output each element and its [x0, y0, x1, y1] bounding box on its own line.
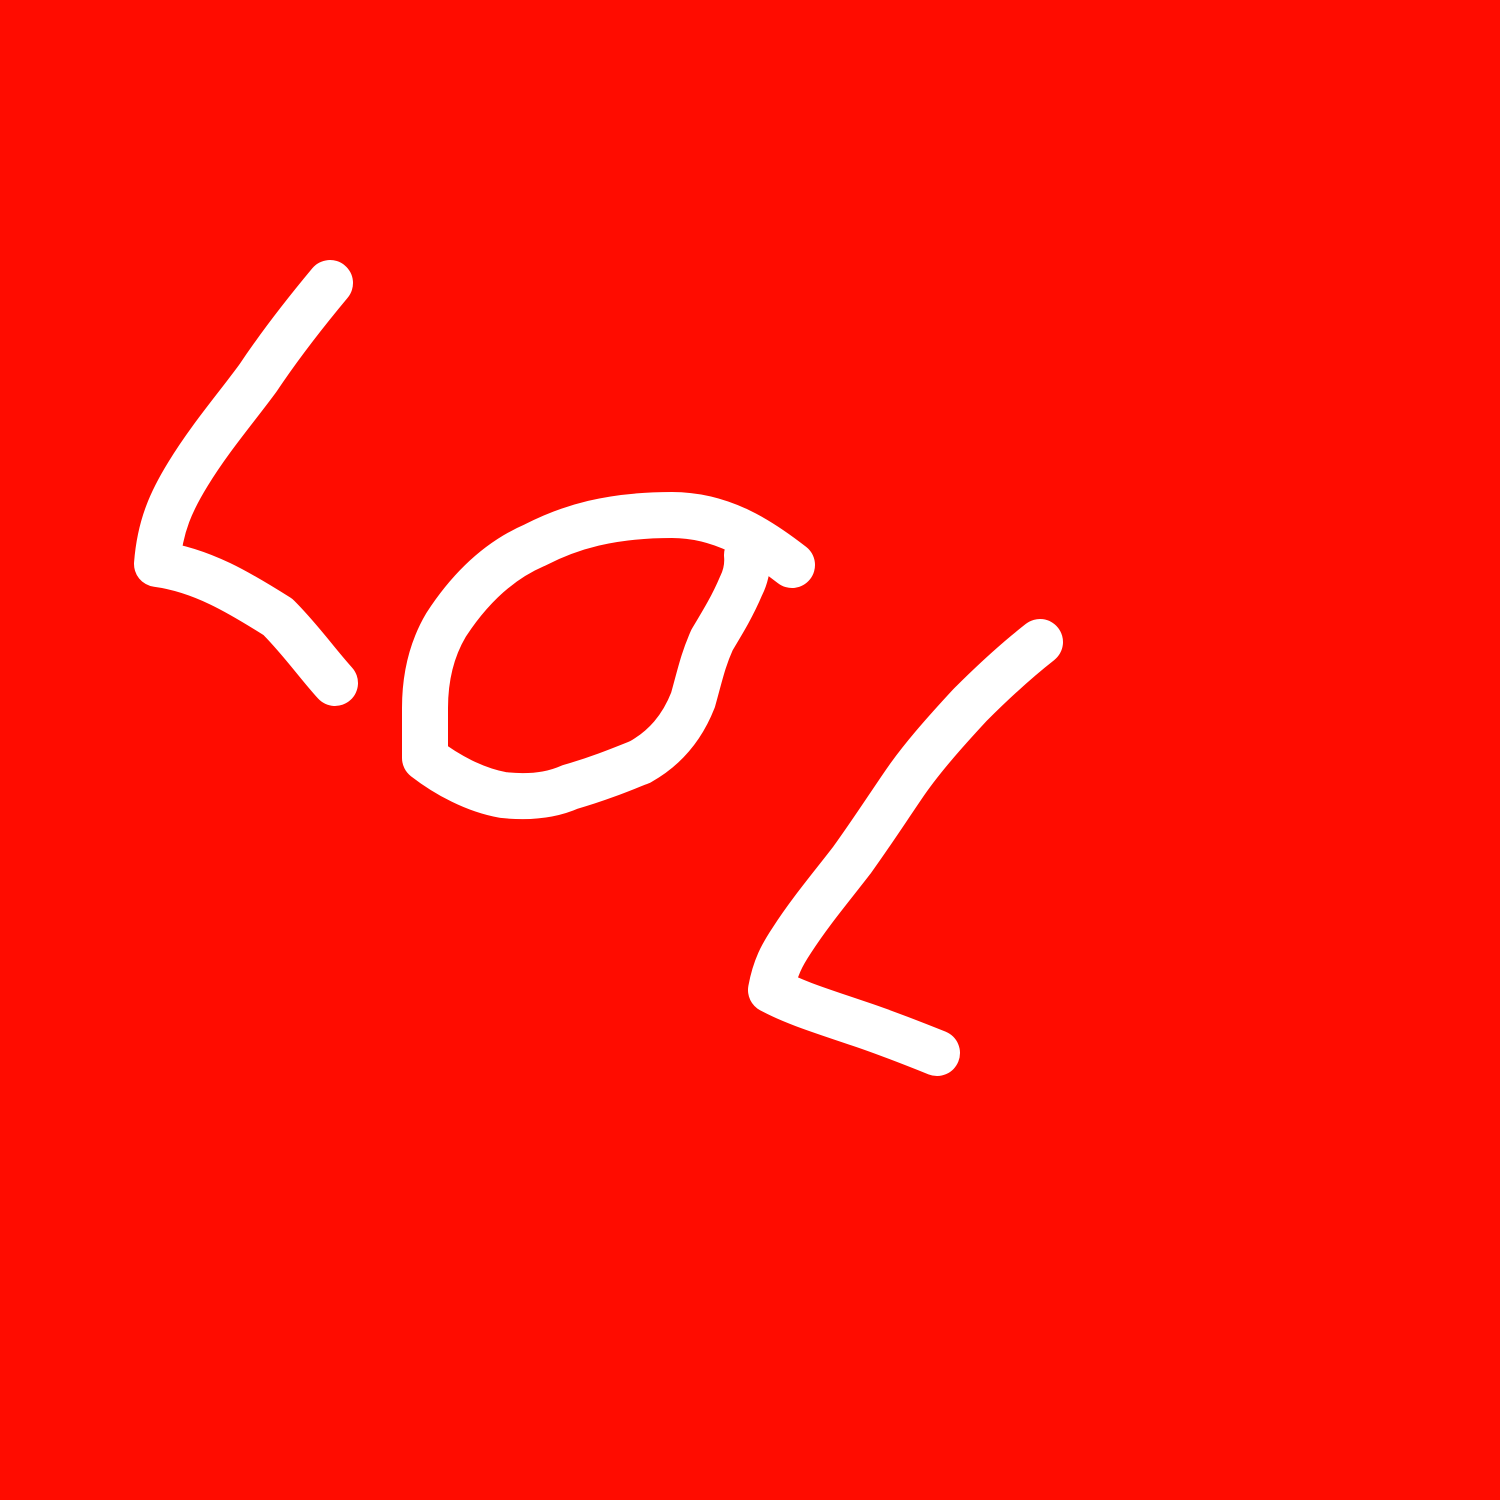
letter-l-second-stroke [771, 642, 1040, 1053]
letter-l-first-stroke [157, 283, 335, 683]
letter-o-loop-stroke [425, 515, 792, 796]
